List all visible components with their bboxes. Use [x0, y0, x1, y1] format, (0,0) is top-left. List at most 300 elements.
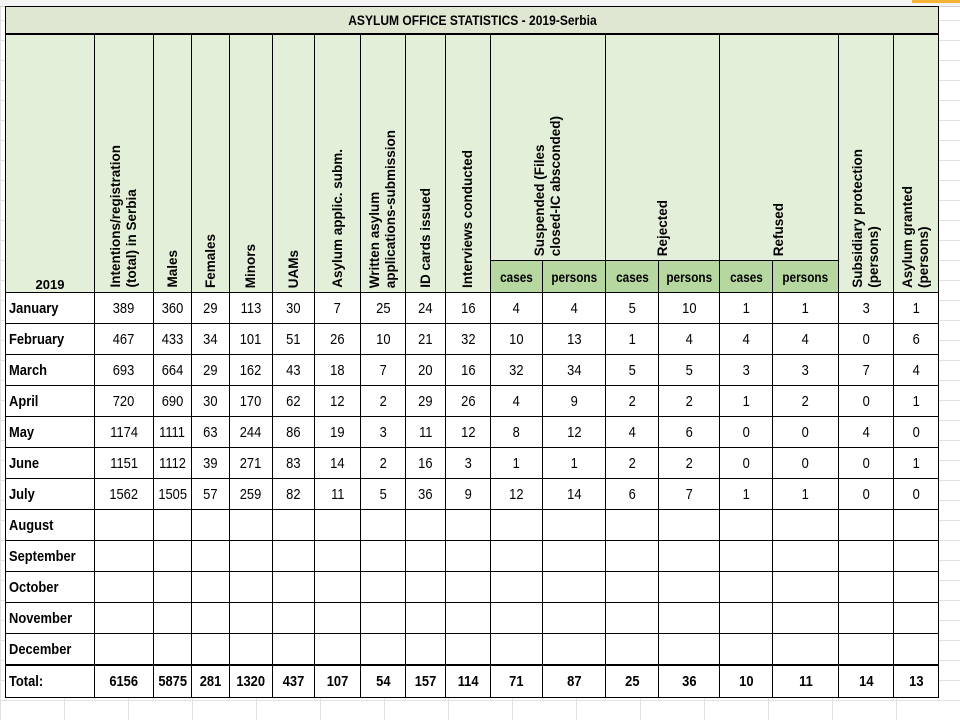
table-cell[interactable]	[446, 324, 491, 355]
table-cell[interactable]	[446, 510, 491, 541]
table-cell[interactable]	[406, 541, 446, 572]
table-cell[interactable]	[406, 479, 446, 510]
table-cell[interactable]	[154, 386, 192, 417]
table-cell[interactable]	[894, 603, 939, 634]
table-cell[interactable]	[192, 634, 230, 666]
table-cell[interactable]	[361, 510, 406, 541]
cell-value: 3	[379, 423, 387, 441]
table-cell[interactable]	[406, 417, 446, 448]
table-cell[interactable]	[839, 634, 894, 666]
table-cell[interactable]	[773, 448, 839, 479]
table-cell[interactable]	[839, 510, 894, 541]
table-cell[interactable]	[95, 510, 154, 541]
table-cell[interactable]	[315, 603, 361, 634]
table-cell[interactable]	[273, 324, 315, 355]
cell-value: 20	[418, 361, 433, 379]
table-cell[interactable]	[315, 448, 361, 479]
table-cell[interactable]	[406, 386, 446, 417]
cell-value: 7	[685, 485, 693, 503]
table-cell[interactable]	[720, 479, 773, 510]
table-cell[interactable]	[543, 510, 606, 541]
table-cell[interactable]	[446, 665, 491, 698]
table-cell[interactable]	[720, 634, 773, 666]
table-cell[interactable]	[894, 448, 939, 479]
table-cell[interactable]	[894, 665, 939, 698]
table-cell[interactable]	[659, 386, 720, 417]
month-label: January	[9, 299, 59, 317]
table-cell[interactable]	[315, 355, 361, 386]
table-cell[interactable]	[491, 572, 543, 603]
cell-value: 0	[862, 454, 870, 472]
cell-value: 5	[685, 361, 693, 379]
cell-value: 51	[286, 330, 301, 348]
table-cell[interactable]	[491, 324, 543, 355]
month-label: December	[9, 640, 72, 658]
cell-value: 101	[240, 330, 262, 348]
table-cell[interactable]	[720, 293, 773, 324]
table-cell[interactable]	[406, 572, 446, 603]
table-cell[interactable]	[606, 324, 659, 355]
table-cell[interactable]	[273, 572, 315, 603]
table-cell[interactable]	[192, 572, 230, 603]
month-cell[interactable]	[6, 386, 95, 417]
table-cell[interactable]	[361, 355, 406, 386]
table-cell[interactable]	[446, 541, 491, 572]
table-cell[interactable]	[446, 634, 491, 666]
table-cell[interactable]	[543, 541, 606, 572]
column-header-line: Refused	[771, 202, 786, 257]
column-header-females	[192, 34, 230, 293]
table-cell[interactable]	[773, 386, 839, 417]
table-cell[interactable]	[95, 541, 154, 572]
table-cell[interactable]	[659, 448, 720, 479]
table-cell[interactable]	[192, 448, 230, 479]
table-cell[interactable]	[659, 541, 720, 572]
table-cell[interactable]	[606, 510, 659, 541]
table-cell[interactable]	[406, 355, 446, 386]
table-cell[interactable]	[659, 603, 720, 634]
cell-value: 14	[858, 673, 874, 690]
cell-value: 162	[240, 361, 262, 379]
table-cell[interactable]	[154, 634, 192, 666]
table-cell[interactable]	[773, 324, 839, 355]
month-cell[interactable]	[6, 293, 95, 324]
table-cell[interactable]	[773, 634, 839, 666]
table-cell[interactable]	[192, 665, 230, 698]
table-cell[interactable]	[230, 510, 273, 541]
table-cell[interactable]	[273, 479, 315, 510]
table-cell[interactable]	[446, 448, 491, 479]
table-cell[interactable]	[491, 479, 543, 510]
table-cell[interactable]	[491, 386, 543, 417]
table-cell[interactable]	[230, 386, 273, 417]
table-cell[interactable]	[839, 293, 894, 324]
table-cell[interactable]	[230, 479, 273, 510]
total-row	[6, 665, 939, 698]
cell-value: 34	[203, 330, 218, 348]
table-cell[interactable]	[406, 665, 446, 698]
table-cell[interactable]	[192, 479, 230, 510]
column-header-written-asylum	[361, 34, 406, 293]
column-header-asylum-granted	[894, 34, 939, 293]
table-cell[interactable]	[315, 572, 361, 603]
month-cell[interactable]	[6, 541, 95, 572]
month-cell[interactable]	[6, 634, 95, 666]
cell-value: 12	[330, 392, 345, 410]
table-cell[interactable]	[491, 634, 543, 666]
asylum-statistics-table	[5, 6, 939, 698]
table-cell[interactable]	[773, 665, 839, 698]
table-cell[interactable]	[230, 572, 273, 603]
table-cell[interactable]	[230, 417, 273, 448]
table-cell[interactable]	[720, 355, 773, 386]
table-cell[interactable]	[361, 293, 406, 324]
table-cell[interactable]	[315, 510, 361, 541]
cell-value: 71	[509, 673, 524, 690]
table-cell[interactable]	[192, 293, 230, 324]
table-cell[interactable]	[773, 541, 839, 572]
table-cell[interactable]	[606, 386, 659, 417]
cell-value: 2	[685, 454, 693, 472]
table-row	[6, 479, 939, 510]
cell-value: 54	[375, 673, 391, 690]
table-cell[interactable]	[773, 355, 839, 386]
table-cell[interactable]	[315, 479, 361, 510]
table-cell[interactable]	[839, 572, 894, 603]
table-cell[interactable]	[773, 603, 839, 634]
table-cell[interactable]	[154, 324, 192, 355]
table-cell[interactable]	[720, 510, 773, 541]
cell-value: 18	[330, 361, 345, 379]
accent-mark	[912, 0, 960, 3]
table-cell[interactable]	[406, 603, 446, 634]
table-cell[interactable]	[361, 479, 406, 510]
table-cell[interactable]	[273, 634, 315, 666]
table-cell[interactable]	[315, 324, 361, 355]
table-cell[interactable]	[154, 541, 192, 572]
table-cell[interactable]	[95, 665, 154, 698]
table-cell[interactable]	[491, 510, 543, 541]
table-cell[interactable]	[154, 665, 192, 698]
table-cell[interactable]	[192, 510, 230, 541]
table-cell[interactable]	[273, 541, 315, 572]
table-cell[interactable]	[361, 603, 406, 634]
table-cell[interactable]	[606, 541, 659, 572]
cell-value: 12	[566, 423, 582, 441]
table-cell[interactable]	[839, 386, 894, 417]
table-cell[interactable]	[273, 603, 315, 634]
cell-value: 1	[742, 299, 750, 317]
table-cell[interactable]	[839, 324, 894, 355]
month-label: September	[9, 547, 76, 565]
table-cell[interactable]	[659, 479, 720, 510]
table-cell[interactable]	[446, 417, 491, 448]
table-cell[interactable]	[273, 293, 315, 324]
table-cell[interactable]	[154, 417, 192, 448]
cell-value: 5	[628, 299, 636, 317]
table-cell[interactable]	[543, 293, 606, 324]
month-cell[interactable]	[6, 355, 95, 386]
table-cell[interactable]	[491, 293, 543, 324]
table-cell[interactable]	[659, 355, 720, 386]
table-cell[interactable]	[773, 510, 839, 541]
cell-value: 113	[240, 299, 262, 317]
table-cell[interactable]	[95, 324, 154, 355]
table-cell[interactable]	[894, 355, 939, 386]
table-cell[interactable]	[606, 417, 659, 448]
column-header-label	[655, 200, 671, 256]
table-cell[interactable]	[361, 665, 406, 698]
table-cell[interactable]	[361, 324, 406, 355]
table-cell[interactable]	[406, 324, 446, 355]
table-cell[interactable]	[894, 386, 939, 417]
table-cell[interactable]	[192, 603, 230, 634]
table-cell[interactable]	[230, 541, 273, 572]
table-cell[interactable]	[839, 603, 894, 634]
table-cell[interactable]	[720, 603, 773, 634]
table-cell[interactable]	[230, 665, 273, 698]
cell-value: 26	[330, 330, 345, 348]
table-cell[interactable]	[894, 634, 939, 666]
table-cell[interactable]	[315, 541, 361, 572]
table-cell[interactable]	[95, 572, 154, 603]
table-cell[interactable]	[543, 634, 606, 666]
table-cell[interactable]	[315, 293, 361, 324]
table-cell[interactable]	[839, 479, 894, 510]
table-cell[interactable]	[446, 386, 491, 417]
table-cell[interactable]	[720, 541, 773, 572]
table-cell[interactable]	[361, 541, 406, 572]
table-cell[interactable]	[839, 541, 894, 572]
cell-value: 7	[333, 299, 342, 317]
table-cell[interactable]	[273, 386, 315, 417]
total-label-cell[interactable]	[6, 665, 95, 698]
month-cell[interactable]	[6, 448, 95, 479]
table-cell[interactable]	[543, 665, 606, 698]
table-cell[interactable]	[95, 386, 154, 417]
table-cell[interactable]	[192, 355, 230, 386]
table-cell[interactable]	[894, 324, 939, 355]
column-header-label	[203, 234, 219, 288]
cell-value: 107	[326, 673, 349, 690]
column-header-line: Suspended (Files	[532, 144, 547, 257]
table-cell[interactable]	[361, 448, 406, 479]
cell-value: 1	[570, 454, 578, 472]
table-cell[interactable]	[154, 479, 192, 510]
table-cell[interactable]	[606, 479, 659, 510]
table-cell[interactable]	[491, 448, 543, 479]
table-cell[interactable]	[543, 417, 606, 448]
table-cell[interactable]	[606, 603, 659, 634]
cell-value: 6	[628, 485, 636, 503]
table-cell[interactable]	[95, 634, 154, 666]
cell-value: 11	[418, 423, 433, 441]
table-cell[interactable]	[543, 448, 606, 479]
table-cell[interactable]	[894, 479, 939, 510]
table-cell[interactable]	[315, 665, 361, 698]
table-cell[interactable]	[446, 293, 491, 324]
table-cell[interactable]	[361, 386, 406, 417]
table-cell[interactable]	[894, 541, 939, 572]
table-cell[interactable]	[543, 386, 606, 417]
column-header-label	[460, 150, 476, 288]
month-label: May	[9, 423, 35, 441]
month-cell[interactable]	[6, 510, 95, 541]
cell-value: 14	[566, 485, 582, 503]
cell-value: 3	[742, 361, 750, 379]
table-cell[interactable]	[95, 355, 154, 386]
table-cell[interactable]	[720, 665, 773, 698]
column-header-line: Asylum applic. subm.	[329, 149, 345, 288]
table-cell[interactable]	[659, 293, 720, 324]
cell-value: 720	[113, 392, 135, 410]
table-cell[interactable]	[273, 510, 315, 541]
cell-value: 86	[286, 423, 301, 441]
table-cell[interactable]	[154, 355, 192, 386]
table-cell[interactable]	[543, 355, 606, 386]
column-header-label	[771, 203, 787, 256]
table-cell[interactable]	[192, 417, 230, 448]
table-cell[interactable]	[95, 479, 154, 510]
table-cell[interactable]	[839, 448, 894, 479]
table-cell[interactable]	[606, 448, 659, 479]
table-cell[interactable]	[273, 417, 315, 448]
table-cell[interactable]	[315, 634, 361, 666]
table-cell[interactable]	[543, 572, 606, 603]
column-header-label	[108, 145, 140, 288]
table-cell[interactable]	[154, 448, 192, 479]
table-cell[interactable]	[491, 355, 543, 386]
table-cell[interactable]	[894, 572, 939, 603]
table-cell[interactable]	[894, 293, 939, 324]
table-cell[interactable]	[230, 293, 273, 324]
table-cell[interactable]	[446, 572, 491, 603]
table-cell[interactable]	[406, 510, 446, 541]
table-cell[interactable]	[406, 293, 446, 324]
table-cell[interactable]	[606, 634, 659, 666]
table-cell[interactable]	[659, 510, 720, 541]
cell-value: 6	[912, 330, 920, 348]
table-cell[interactable]	[230, 448, 273, 479]
table-cell[interactable]	[773, 293, 839, 324]
subheader-cases	[720, 261, 773, 293]
table-cell[interactable]	[773, 479, 839, 510]
table-cell[interactable]	[720, 417, 773, 448]
column-header-id-cards-issued	[406, 34, 446, 293]
table-cell[interactable]	[659, 665, 720, 698]
table-cell[interactable]	[406, 448, 446, 479]
table-cell[interactable]	[839, 355, 894, 386]
table-cell[interactable]	[154, 510, 192, 541]
month-cell[interactable]	[6, 479, 95, 510]
table-cell[interactable]	[192, 541, 230, 572]
cell-value: 82	[286, 485, 301, 503]
table-cell[interactable]	[361, 634, 406, 666]
table-cell[interactable]	[659, 572, 720, 603]
table-cell[interactable]	[720, 324, 773, 355]
column-header-line: ID cards issued	[417, 188, 433, 288]
cell-value: 32	[509, 361, 524, 379]
table-cell[interactable]	[543, 479, 606, 510]
table-cell[interactable]	[773, 417, 839, 448]
table-cell[interactable]	[446, 479, 491, 510]
table-cell[interactable]	[659, 324, 720, 355]
table-cell[interactable]	[894, 510, 939, 541]
table-row	[6, 541, 939, 572]
cell-value: 2	[379, 392, 387, 410]
table-cell[interactable]	[315, 386, 361, 417]
table-cell[interactable]	[230, 324, 273, 355]
table-cell[interactable]	[839, 665, 894, 698]
table-cell[interactable]	[606, 293, 659, 324]
column-header-line: (persons)	[866, 226, 881, 288]
table-cell[interactable]	[406, 634, 446, 666]
table-cell[interactable]	[192, 324, 230, 355]
cell-value: 1	[912, 299, 920, 317]
table-cell[interactable]	[491, 665, 543, 698]
table-cell[interactable]	[95, 417, 154, 448]
table-cell[interactable]	[361, 417, 406, 448]
table-cell[interactable]	[606, 355, 659, 386]
table-cell[interactable]	[95, 603, 154, 634]
table-cell[interactable]	[659, 634, 720, 666]
table-cell[interactable]	[606, 665, 659, 698]
table-cell[interactable]	[543, 603, 606, 634]
table-cell[interactable]	[720, 448, 773, 479]
table-cell[interactable]	[446, 355, 491, 386]
table-cell[interactable]	[839, 417, 894, 448]
table-cell[interactable]	[315, 417, 361, 448]
table-cell[interactable]	[361, 572, 406, 603]
cell-value: 0	[801, 454, 810, 472]
table-cell[interactable]	[192, 386, 230, 417]
table-cell[interactable]	[491, 417, 543, 448]
table-cell[interactable]	[230, 603, 273, 634]
table-cell[interactable]	[773, 572, 839, 603]
table-cell[interactable]	[273, 355, 315, 386]
month-cell[interactable]	[6, 417, 95, 448]
table-cell[interactable]	[95, 448, 154, 479]
table-cell[interactable]	[491, 541, 543, 572]
table-cell[interactable]	[273, 448, 315, 479]
month-cell[interactable]	[6, 324, 95, 355]
table-cell[interactable]	[230, 355, 273, 386]
table-cell[interactable]	[154, 293, 192, 324]
table-cell[interactable]	[606, 572, 659, 603]
subheader-persons	[659, 261, 720, 293]
cell-value: 4	[685, 330, 693, 348]
month-cell[interactable]	[6, 603, 95, 634]
table-cell[interactable]	[659, 417, 720, 448]
table-cell[interactable]	[273, 665, 315, 698]
month-label: March	[9, 361, 48, 379]
table-cell[interactable]	[95, 293, 154, 324]
table-cell[interactable]	[230, 634, 273, 666]
table-cell[interactable]	[720, 386, 773, 417]
table-cell[interactable]	[154, 572, 192, 603]
table-cell[interactable]	[154, 603, 192, 634]
subheader-persons	[543, 261, 606, 293]
table-cell[interactable]	[543, 324, 606, 355]
column-header-line: Females	[202, 233, 218, 288]
cell-value: 271	[240, 454, 262, 472]
table-cell[interactable]	[446, 603, 491, 634]
subheader-label: persons	[551, 268, 597, 285]
table-cell[interactable]	[894, 417, 939, 448]
table-cell[interactable]	[720, 572, 773, 603]
month-cell[interactable]	[6, 572, 95, 603]
table-cell[interactable]	[491, 603, 543, 634]
